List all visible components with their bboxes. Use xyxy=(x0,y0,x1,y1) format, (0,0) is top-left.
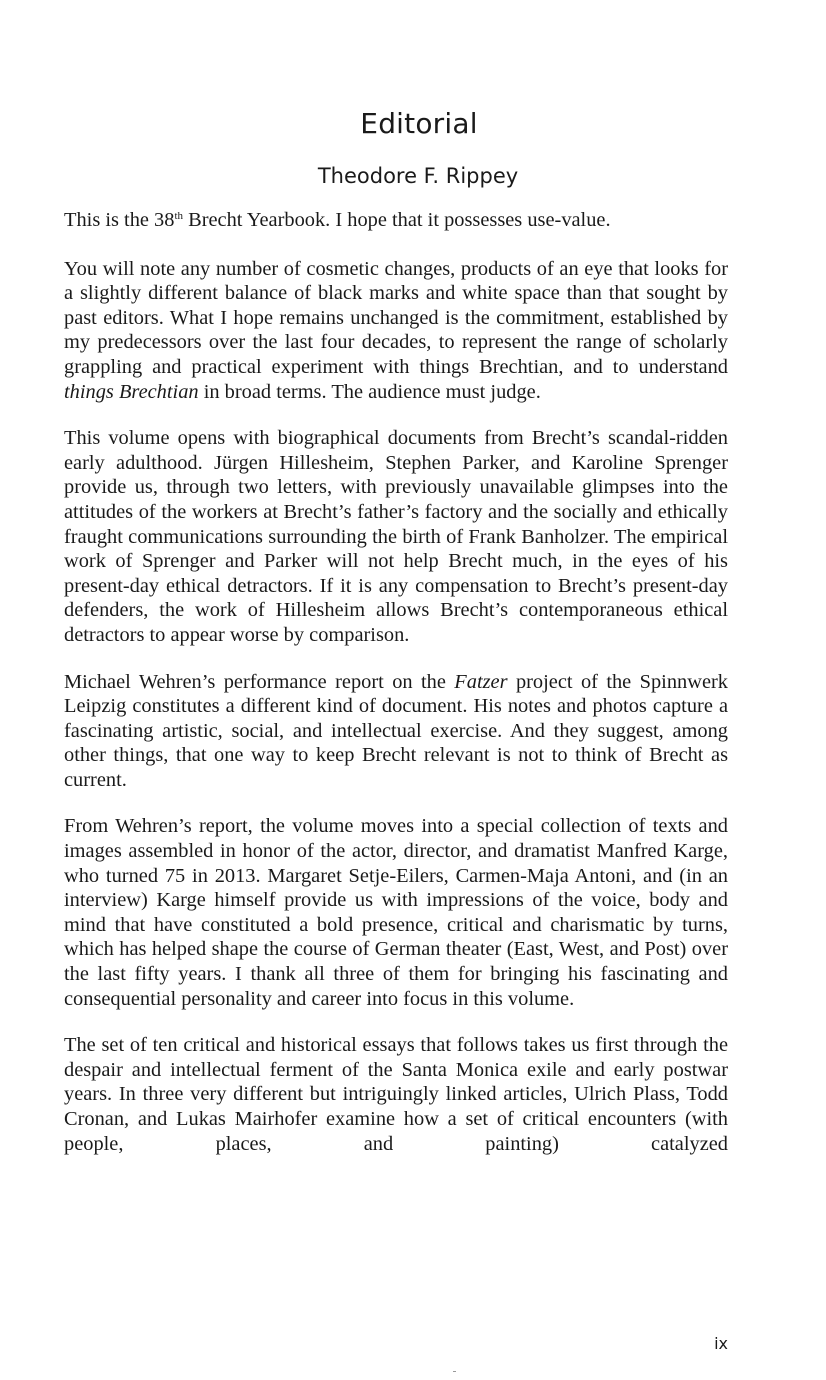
intro-text-after: Brecht Yearbook. I hope that it possesses use-value. xyxy=(183,209,611,231)
scan-mark xyxy=(453,1371,456,1372)
author-name: Theodore F. Rippey xyxy=(317,164,519,188)
body-text xyxy=(64,208,728,1178)
paragraph2-emphasis: things Brechtian xyxy=(64,380,199,403)
paragraph2-text-after: in broad terms. The audience must judge. xyxy=(198,380,541,403)
paragraph-karge-collection: From Wehren’s report, the volume moves into a special collection of texts and images assembled in honor of the actor, director, and dramatist Manfred Karge, who turned 75 in 2013. Margaret Setje-Eilers, Carmen-Maja Antoni, and (in an interview) Karge himself provide us with impressions of the voice, body and mind that have constituted a bold presence, critical and charismatic by turns, which has helped shape the course of German theater (East, West, and Post) over the last fifty years. I thank all three of them for bringing his fascinating and consequential personality and career into focus in this volume. xyxy=(64,815,728,1010)
intro-superscript: th xyxy=(174,210,184,223)
paragraph4-text-after: project of the Spinnwerk Leipzig constitutes a different kind of document. His notes and photos capture a fascinating artistic, social, and intellectual exercise. And they suggest, among other things, that one way to keep Brecht relevant is not to think of Brecht as current. xyxy=(64,670,728,791)
paragraph4-emphasis: Fatzer xyxy=(454,670,508,693)
paragraph4-text-before: Michael Wehren’s performance report on the xyxy=(64,670,455,693)
page-number: ix xyxy=(714,1334,728,1353)
paragraph-intro xyxy=(64,208,728,233)
page-title: Editorial xyxy=(360,107,478,140)
paragraph-critical-essays: The set of ten critical and historical essays that follows takes us first through the despair and intellectual ferment of the Santa Monica exile and early postwar years. In three very different but intriguingly linked articles, Ulrich Plass, Todd Cronan, and Lukas Mairhofer examine how a set of critical encounters (with people, places, and painting) catalyzed xyxy=(64,1034,728,1155)
paragraph-cosmetic-changes xyxy=(64,257,728,405)
paragraph2-text-before: You will note any number of cosmetic changes, products of an eye that looks for a slightly different balance of black marks and white space than that sought by past editors. What I hope remains unchanged is the commitment, established by my predecessors over the last four decades, to represent the range of scholarly grappling and practical experiment with things Brechtian, and to understand xyxy=(64,257,728,378)
intro-text-before: This is the 38 xyxy=(64,209,175,231)
paragraph-biographical-documents: This volume opens with biographical documents from Brecht’s scandal-ridden early adulthood. Jürgen Hillesheim, Stephen Parker, and Karoline Sprenger provide us, through two letters, with previously unavailable glimpses into the attitudes of the workers at Brecht’s father’s factory and the socially and ethically fraught communications surrounding the birth of Frank Banholzer. The empirical work of Sprenger and Parker will not help Brecht much, in the eyes of his present-day ethical detractors. If it is any compensation to Brecht’s present-day defenders, the work of Hillesheim allows Brecht’s contemporaneous ethical detractors to appear worse by comparison. xyxy=(64,427,728,646)
paragraph-performance-report xyxy=(64,670,728,793)
